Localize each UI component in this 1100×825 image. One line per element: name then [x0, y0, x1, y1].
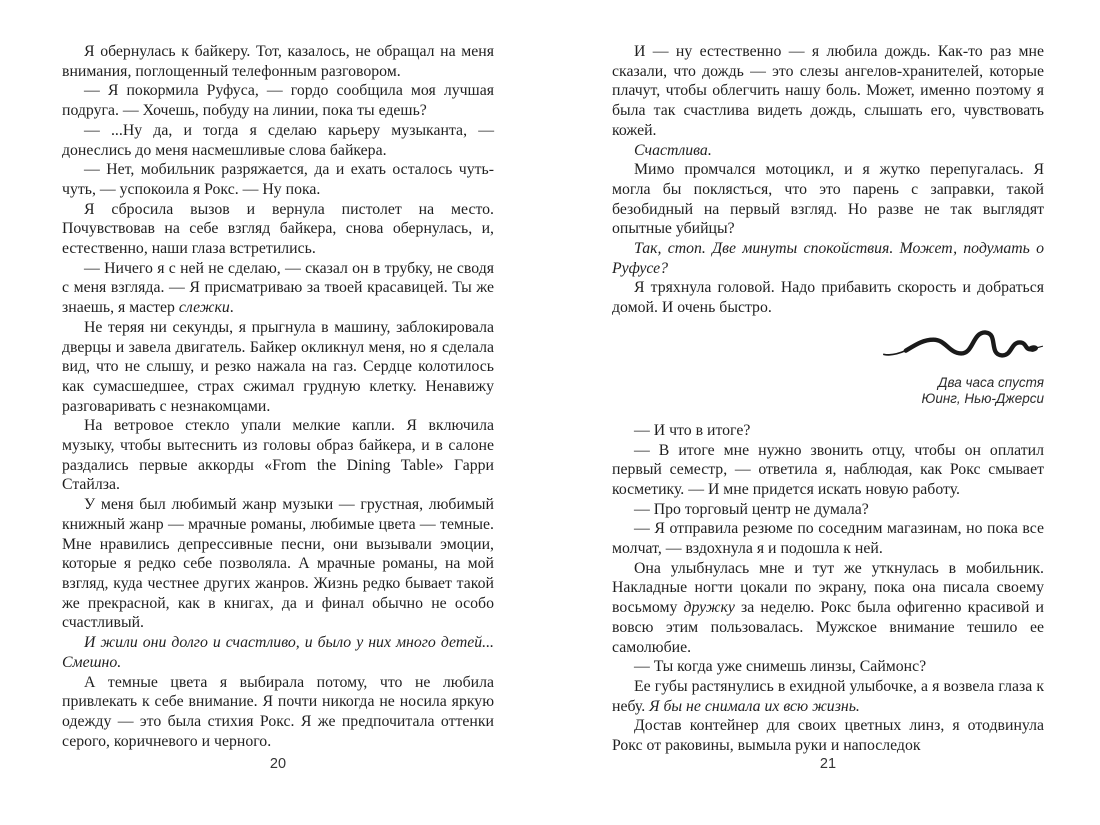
paragraph-segment: А темные цвета я выбирала потому, что не любила привлекать к себе внимание. Я почти никогда не носила яркую одежду — это была стихия Рокс. Я же предпочитала оттенки серого, коричневого и черного. [62, 673, 494, 750]
scene-caption-line: Два часа спустя [937, 374, 1044, 390]
scene-break [612, 323, 1044, 408]
paragraph [612, 519, 1044, 558]
scene-caption [612, 375, 1044, 408]
paragraph-segment: Мимо промчался мотоцикл, и я жутко перепугалась. Я могла бы поклясться, что это парень с заправки, такой безобидный на первый взгляд. Но разве не так выглядят опытные убийцы? [612, 161, 1044, 238]
paragraph [62, 318, 494, 417]
paragraph [612, 559, 1044, 658]
paragraph-segment: Я обернулась к байкеру. Тот, казалось, не обращал на меня внимания, поглощенный телефонным разговором. [62, 43, 494, 80]
paragraph-segment: Я сбросила вызов и вернула пистолет на место. Почувствовав на себе взгляд байкера, снова обернулась, и, естественно, наши глаза встретились. [62, 200, 494, 258]
paragraph-segment: — И что в итоге? [634, 421, 751, 439]
paragraph-segment: Не теряя ни секунды, я прыгнула в машину, заблокировала дверцы и завела двигатель. Байкер окликнул меня, но я сделала вид, что не слышу, и резко нажала на газ. Сердце колотилось как сумасшедшее, страх сжимал грудную клетку. Ненавижу разговаривать с незнакомцами. [62, 318, 494, 415]
paragraph [612, 500, 1044, 520]
paragraph-segment: — ...Ну да, и тогда я сделаю карьеру музыканта, — донеслись до меня насмешливые слова байкера. [62, 121, 494, 159]
paragraph-segment: — Ничего я с ней не сделаю, — сказал он в трубку, не сводя с меня взгляда. — Я присматриваю за твоей красавицей. Ты же знаешь, я мастер [62, 259, 494, 317]
paragraph-segment: — В итоге мне нужно звонить отцу, чтобы он оплатил первый семестр, — ответила я, наблюдая, как Рокс смывает косметику. — И мне придется искать новую работу. [612, 441, 1044, 498]
paragraph [62, 259, 494, 318]
paragraph-segment: — Ты когда уже снимешь линзы, Саймонс? [634, 658, 927, 676]
paragraph-segment-italic: слежки [178, 299, 230, 317]
paragraph [612, 421, 1044, 441]
paragraph-segment-italic: Я бы не снимала их всю жизнь. [649, 697, 860, 715]
paragraph [62, 495, 494, 633]
paragraph [612, 141, 1044, 161]
paragraph-segment: У меня был любимый жанр музыки — грустная, любимый книжный жанр — мрачные романы, любимые цвета — темные. Мне нравились депрессивные песни, они вызывали эмоции, которые я редко себе позволяла. А мрачные романы, на мой взгляд, куда честнее других жанров. Жизнь редко бывает такой же прекрасной, как в книгах, да и финал обычно не особо счастливый. [62, 496, 494, 632]
paragraph [62, 416, 494, 495]
right-page-text [612, 42, 1044, 756]
paragraph [62, 42, 494, 81]
paragraph [612, 677, 1044, 716]
paragraph-segment: И — ну естественно — я любила дождь. Как-то раз мне сказали, что дождь — это слезы ангелов-хранителей, которые плачут, чтобы облегчить нашу боль. Может, именно поэтому я была так счастлива видеть дождь, слышать его, чувствовать кожей. [612, 43, 1044, 139]
paragraph [62, 160, 494, 199]
paragraph-segment-italic: Так, стоп. Две минуты спокойствия. Может, подумать о Руфусе? [612, 240, 1044, 277]
paragraph-segment: Она улыбнулась мне и тут же уткнулась в мобильник. Накладные ногти цокали по экрану, пока она писала своему восьмому [612, 559, 1044, 617]
paragraph-segment: — Нет, мобильник разряжается, да и ехать осталось чуть-чуть, — успокоила я Рокс. — Ну пока. [62, 161, 494, 198]
paragraph-segment-italic: И жили они долго и счастливо, и было у них много детей... Смешно. [62, 634, 494, 671]
paragraph-segment-italic: дружку [683, 599, 735, 617]
paragraph [612, 239, 1044, 278]
paragraph-segment: — Я отправила резюме по соседним магазинам, но пока все молчат, — вздохнула я и подошла к ней. [612, 520, 1044, 558]
paragraph-segment: Я тряхнула головой. Надо прибавить скорость и добраться домой. И очень быстро. [612, 279, 1044, 317]
paragraph [62, 81, 494, 120]
paragraph-segment: за неделю. Рокс была офигенно красивой и вовсю этим пользовалась. Мужское внимание тешило ее самолюбие. [612, 599, 1044, 656]
left-page-number: 20 [269, 756, 287, 772]
paragraph-segment: Достав контейнер для своих цветных линз, я отодвинула Рокс от раковины, вымыла руки и напоследок [612, 717, 1044, 755]
paragraph [612, 278, 1044, 317]
paragraph-segment: . [229, 299, 234, 317]
paragraph [62, 673, 494, 752]
paragraph [62, 121, 494, 160]
left-page-text [62, 42, 494, 751]
paragraph-segment: — Я покормила Руфуса, — гордо сообщила моя лучшая подруга. — Хочешь, побуду на линии, пока ты едешь? [62, 82, 494, 120]
paragraph [62, 200, 494, 259]
paragraph-segment: Ее губы растянулись в ехидной улыбочке, а я возвела глаза к небу. [612, 677, 1044, 715]
paragraph [62, 633, 494, 672]
paragraph-segment: На ветровое стекло упали мелкие капли. Я включила музыку, чтобы вытеснить из головы образ байкера, и в салоне раздались первые аккорды «From the Dining Table» Гарри Стайлза. [62, 417, 494, 494]
paragraph [612, 42, 1044, 141]
right-page-number: 21 [819, 756, 837, 772]
paragraph [612, 657, 1044, 677]
paragraph-segment: — Про торговый центр не думала? [634, 500, 869, 518]
scene-caption-line: Юинг, Нью-Джерси [921, 391, 1044, 407]
paragraph [612, 441, 1044, 500]
paragraph-segment-italic: Счастлива. [634, 141, 712, 159]
paragraph [612, 160, 1044, 239]
paragraph [612, 716, 1044, 755]
snake-icon [880, 323, 1044, 363]
